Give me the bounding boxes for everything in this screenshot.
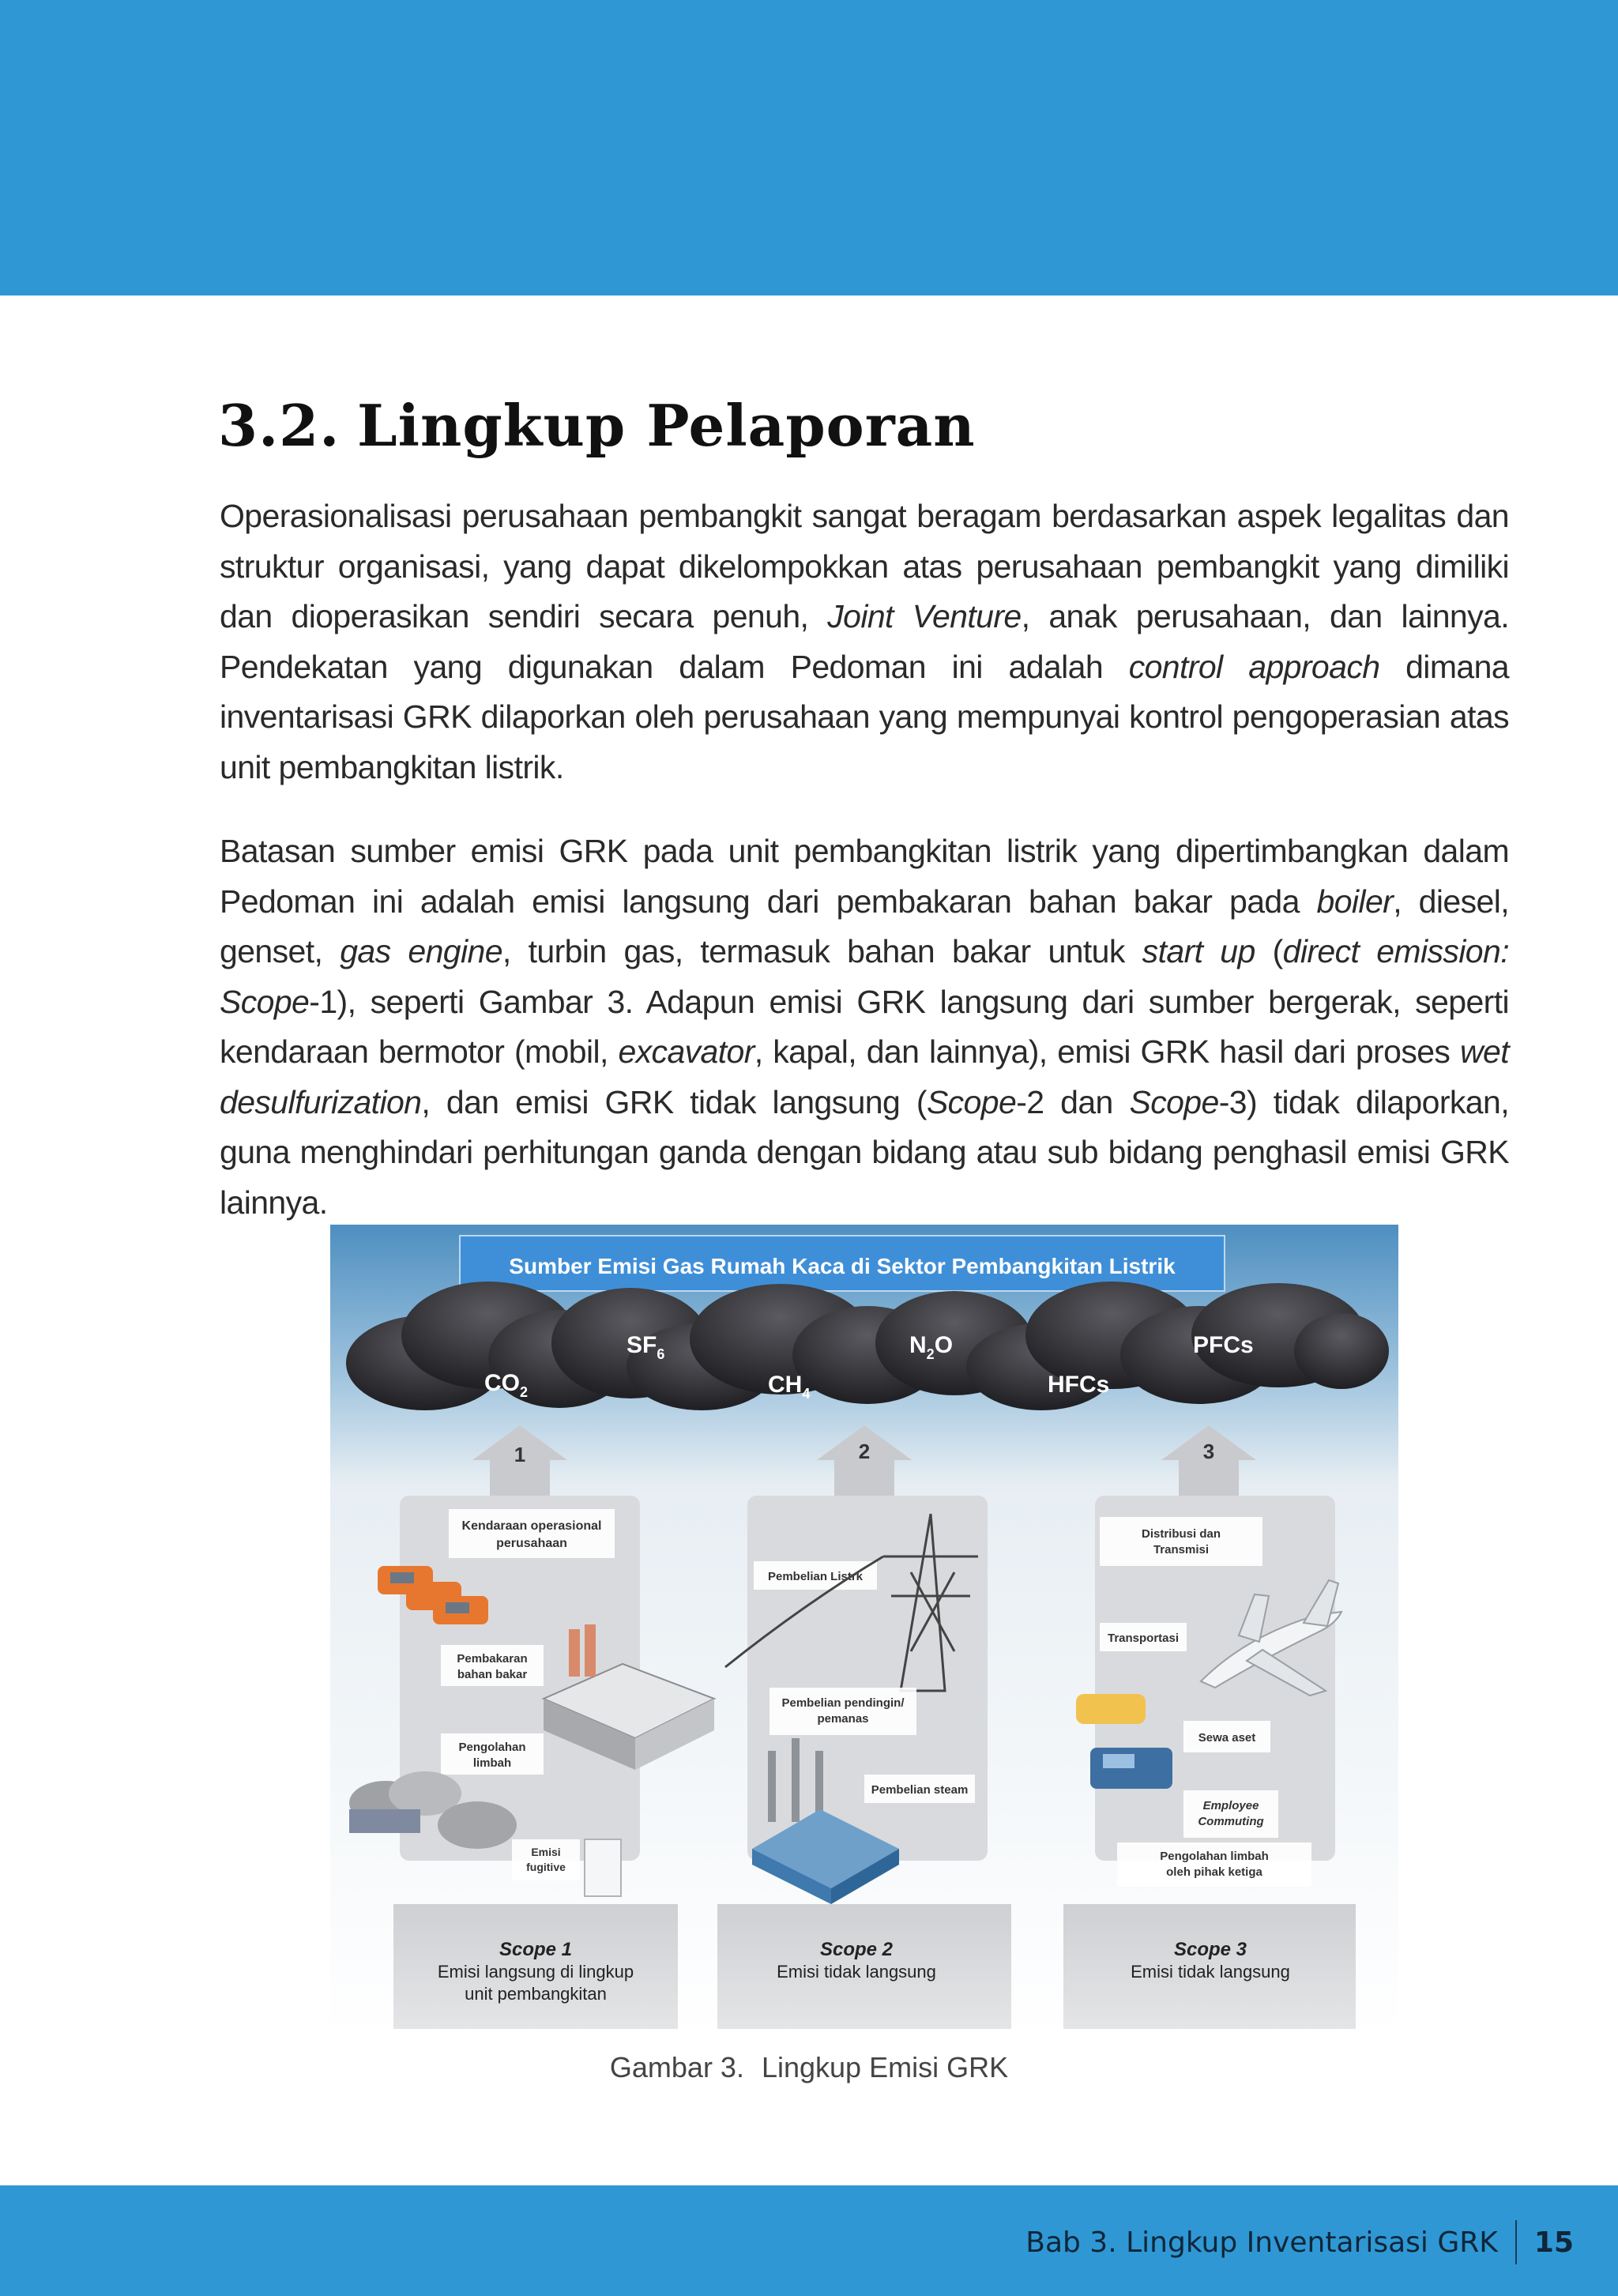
text-run: , dan emisi GRK tidak langsung ( [421,1083,927,1120]
text-run: -3) tidak dilaporkan, guna menghindari perhitungan ganda dengan bidang atau sub bidang penghasil emisi GRK lainnya. [220,1083,1509,1221]
item-text: Employee [1202,1799,1259,1812]
scope3-item-lease [1183,1721,1270,1752]
item-text: fugitive [526,1861,566,1873]
item-text: Transmisi [1153,1543,1210,1556]
scope1-item-fugitive [512,1839,580,1880]
item-text: Pengolahan [458,1741,526,1754]
text-run: Operasionalisasi perusahaan pembangkit sangat beragam berdasarkan aspek legalitas dan struktur organisasi, yang dapat dikelompokkan atas perusahaan pembangkit yang dimiliki dan dioperasikan sendiri secara penuh, [220,498,1509,634]
italic-run: Joint Venture [827,598,1022,634]
scope1-item-combustion [441,1645,544,1686]
italic-run: boiler [1316,883,1394,920]
italic-run: excavator [618,1033,754,1070]
gas-subscript: 2 [926,1346,935,1362]
gas-text: SF [627,1332,657,1358]
italic-run: gas engine [340,933,502,969]
arrow-number: 1 [514,1443,526,1466]
item-text: Pengolahan limbah [1160,1850,1269,1863]
scope2-item-cooling [769,1688,916,1735]
paragraph-1 [220,491,1509,792]
scope3-item-commuting [1183,1790,1278,1838]
text-run: , diesel, genset, [220,883,1509,969]
scope2-item-electricity [754,1561,877,1590]
scope1-item-vehicles [449,1509,615,1558]
gas-text: O [934,1332,954,1358]
item-text: Transportasi [1107,1632,1180,1645]
arrow-number: 3 [1202,1440,1215,1463]
text-run: dimana inventarisasi GRK dilaporkan oleh perusahaan yang mempunyai kontrol pengoperasian atas unit pembangkitan listrik. [220,648,1509,785]
ghg-scope-figure [330,1225,1398,2035]
item-text: Sewa aset [1198,1731,1256,1745]
scope3-item-third-party-waste [1117,1842,1311,1887]
paragraph-2 [220,826,1509,1228]
caption-label: Gambar 3. [609,2051,744,2083]
scope2-panel [747,1496,988,1861]
scope-desc: Emisi langsung di lingkup [437,1962,634,1982]
scope3-summary [1063,1904,1356,2029]
item-text: perusahaan [496,1537,567,1550]
scope-desc: Emisi tidak langsung [777,1962,936,1982]
figure-caption [0,2051,1618,2084]
text-run: ( [1255,933,1283,969]
item-text: oleh pihak ketiga [1166,1865,1262,1879]
gas-subscript: 6 [657,1346,665,1362]
scope-desc: unit pembangkitan [465,1984,607,2004]
text-run: , kapal, dan lainnya), emisi GRK hasil dari proses [754,1033,1460,1070]
scope1-item-waste [441,1733,544,1775]
italic-run: start up [1142,933,1255,969]
gas-subscript: 2 [520,1384,529,1400]
caption-text: Lingkup Emisi GRK [761,2051,1009,2083]
item-text: Pembelian pendingin/ [781,1696,905,1710]
item-text: Emisi [531,1846,561,1858]
item-text: Pembelian steam [871,1783,969,1797]
footer-divider [1515,2220,1517,2264]
footer-chapter: Bab 3. Lingkup Inventarisasi GRK [1025,2226,1498,2259]
item-text: Pembakaran [457,1652,528,1666]
page-footer [1025,2220,1574,2264]
text-run: -1), seperti Gambar 3. Adapun emisi GRK langsung dari sumber bergerak, seperti kendaraan bermotor (mobil, [220,983,1509,1070]
header-band [0,0,1618,295]
scope-title: Scope 3 [1173,1939,1247,1960]
item-text: Kendaraan operasional [461,1519,602,1533]
item-text: Pembelian Listrk [767,1570,864,1583]
item-text: limbah [472,1756,512,1770]
gas-label-pfcs: PFCs [1193,1332,1254,1358]
item-text: pemanas [817,1712,869,1726]
italic-run: Scope [1129,1083,1219,1120]
section-heading [218,392,976,459]
scope-title: Scope 2 [819,1939,894,1960]
arrow-number: 2 [858,1440,871,1463]
italic-run: Scope [926,1083,1017,1120]
figure-title: Sumber Emisi Gas Rumah Kaca di Sektor Pembangkitan Listrik [509,1254,1176,1278]
text-run: , turbin gas, termasuk bahan bakar untuk [502,933,1142,969]
refrigerator-icon [585,1839,621,1896]
scope2-summary [717,1904,1011,2029]
section-number: 3.2. [218,392,341,459]
scope-title: Scope 1 [499,1939,573,1960]
section-title: Lingkup Pelaporan [357,392,976,459]
italic-run: control approach [1128,648,1380,685]
gas-text: CH [768,1372,803,1398]
item-text: bahan bakar [457,1668,528,1681]
scope3-item-transport [1100,1623,1187,1651]
item-text: Distribusi dan [1141,1527,1221,1541]
gas-text: N [909,1332,927,1358]
italic-run: direct emission: Scope [220,933,1509,1020]
gas-subscript: 4 [802,1386,811,1402]
scope3-item-distribution [1100,1517,1262,1566]
italic-run: wet desulfurization [220,1033,1509,1120]
page-number: 15 [1533,2226,1574,2259]
scope2-item-steam [864,1775,975,1803]
item-text: Commuting [1198,1815,1264,1828]
gas-text: CO [484,1370,520,1396]
text-run: -2 dan [1016,1083,1130,1120]
text-run: Batasan sumber emisi GRK pada unit pembangkitan listrik yang dipertimbangkan dalam Pedoman ini adalah emisi langsung dari pembakaran bahan bakar pada [220,833,1509,920]
scope-desc: Emisi tidak langsung [1131,1962,1290,1982]
gas-label-hfcs: HFCs [1048,1372,1110,1398]
scope1-summary [393,1904,678,2029]
text-run: , anak perusahaan, dan lainnya. Pendekatan yang digunakan dalam Pedoman ini adalah [220,598,1509,685]
